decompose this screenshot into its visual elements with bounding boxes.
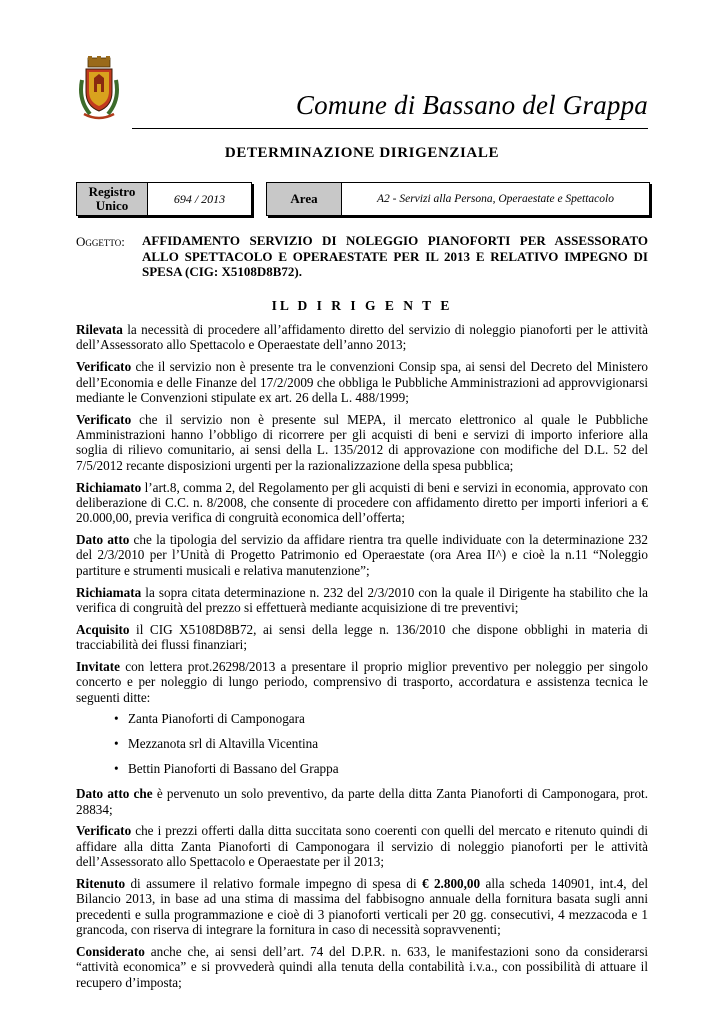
area-value: A2 - Servizi alla Persona, Operaestate e Spettacolo bbox=[377, 193, 614, 205]
paragraph: Rilevata la necessità di procedere all’affidamento diretto del servizio di noleggio pianoforti per le attività dell’Assessorato allo Spettacolo e Operaestate dell’anno 2013; bbox=[76, 322, 648, 353]
organization-title: Comune di Bassano del Grappa bbox=[295, 90, 648, 120]
subject-label: Oggetto: bbox=[76, 234, 125, 249]
subject-block bbox=[76, 233, 648, 280]
list-item: • Bettin Pianoforti di Bassano del Grappa bbox=[114, 761, 339, 777]
paragraph: Verificato che i prezzi offerti dalla ditta succitata sono coerenti con quelli del mercato e ritenuto quindi di affidare alla ditta Zanta Pianoforti di Camponogara il servizio di noleggio pianoforti per le attività dell’Assessorato allo Spettacolo e Operaestate per il 2013; bbox=[76, 823, 648, 870]
bullet-icon: • bbox=[114, 711, 119, 727]
subject-text: AFFIDAMENTO SERVIZIO DI NOLEGGIO PIANOFORTI PER ASSESSORATO ALLO SPETTACOLO E OPERAESTATE PER IL 2013 E RELATIVO IMPEGNO DI SPESA (CIG: X5108D8B72). bbox=[142, 233, 648, 279]
registro-box bbox=[76, 182, 252, 216]
paragraph: Invitate con lettera prot.26298/2013 a presentare il proprio miglior preventivo per noleggio per singolo concerto e per noleggio di lungo periodo, comprensivo di trasporto, accordatura e assistenza tecnica le seguenti ditte: bbox=[76, 658, 648, 705]
paragraph: Acquisito il CIG X5108D8B72, ai sensi della legge n. 136/2010 che dispone obblighi in materia di tracciabilità dei flussi finanziari; bbox=[76, 621, 648, 653]
registro-label: Registro Unico bbox=[77, 183, 148, 215]
header-divider bbox=[132, 128, 648, 129]
bullet-icon: • bbox=[114, 736, 119, 752]
paragraph: Verificato che il servizio non è presente sul MEPA, il mercato elettronico al quale le Pubbliche Amministrazioni hanno l’obbligo di ricorrere per gli acquisti di beni e servizi di importo inferiore alla soglia di rilievo comunitario, ai sensi della L. 135/2012 di approvazione con modifiche del D.L. 52 del 7/5/2012 recante disposizioni urgenti per la razionalizzazione della spesa pubblica; bbox=[76, 411, 648, 473]
paragraph: Verificato che il servizio non è presente tra le convenzioni Consip spa, ai sensi del Decreto del Ministero dell’Economia e delle Finanze del 17/2/2009 che obbliga le Pubbliche Amministrazioni ad approvvigionarsi mediante le Convenzioni stipulate ex art. 26 della L. 488/1999; bbox=[76, 359, 648, 405]
paragraph: Ritenuto di assumere il relativo formale impegno di spesa di € 2.800,00 alla scheda 140901, int.4, del Bilancio 2013, in base ad una stima di massima del fabbisogno annuale della fornitura basata sugli anni precedenti e sulla programmazione e cioè di 3 pianoforti verticali per 20 gg. consecutivi, 4 mezzacoda e 1 grancoda, con riserva di integrare la fornitura in caso di necessità sopravvenenti; bbox=[76, 875, 648, 938]
paragraph: Considerato anche che, ai sensi dell’art. 74 del D.P.R. n. 633, le manifestazioni sono da considerarsi “attività economica” e si provvederà quindi alla tenuta della contabilità i.v.a., con possibilità di attuare il recupero d’imposta; bbox=[76, 943, 648, 990]
area-box bbox=[266, 182, 650, 216]
amount: € 2.800,00 bbox=[422, 875, 481, 891]
list-item: • Zanta Pianoforti di Camponogara bbox=[114, 711, 305, 727]
paragraph: Dato atto che la tipologia del servizio da affidare rientra tra quelle individuate con la determinazione 232 del 2/3/2010 per l’Unità di Progetto Patrimonio ed Operaestate (ora Area II^) e cioè la n.11 “Noleggio partiture e strumenti musicali e relativa manutenzione”; bbox=[76, 532, 648, 578]
paragraph: Richiamato l’art.8, comma 2, del Regolamento per gli acquisti di beni e servizi in economia, approvato con deliberazione di C.C. n. 8/2008, che consente di procedere con affidamento diretto per importi inferiori a € 20.000,00, previa verifica di congruità economica dell’offerta; bbox=[76, 479, 648, 526]
bullet-icon: • bbox=[114, 761, 119, 777]
paragraph: Richiamata la sopra citata determinazione n. 232 del 2/3/2010 con la quale il Dirigente ha stabilito che la verifica di congruità del prezzo si effettuerà mediante acquisizione di tre preventivi; bbox=[76, 584, 648, 615]
section-heading: IL D I R I G E N T E bbox=[271, 298, 453, 313]
coat-of-arms-icon bbox=[76, 56, 122, 122]
document-title: DETERMINAZIONE DIRIGENZIALE bbox=[224, 145, 500, 161]
paragraph: Dato atto che è pervenuto un solo preventivo, da parte della ditta Zanta Pianoforti di Camponogara, prot. 28834; bbox=[76, 786, 648, 817]
document-body bbox=[76, 322, 648, 996]
list-item: • Mezzanota srl di Altavilla Vicentina bbox=[114, 736, 319, 752]
firm-list bbox=[76, 711, 648, 776]
area-label: Area bbox=[267, 183, 342, 215]
registro-value: 694 / 2013 bbox=[173, 191, 226, 206]
